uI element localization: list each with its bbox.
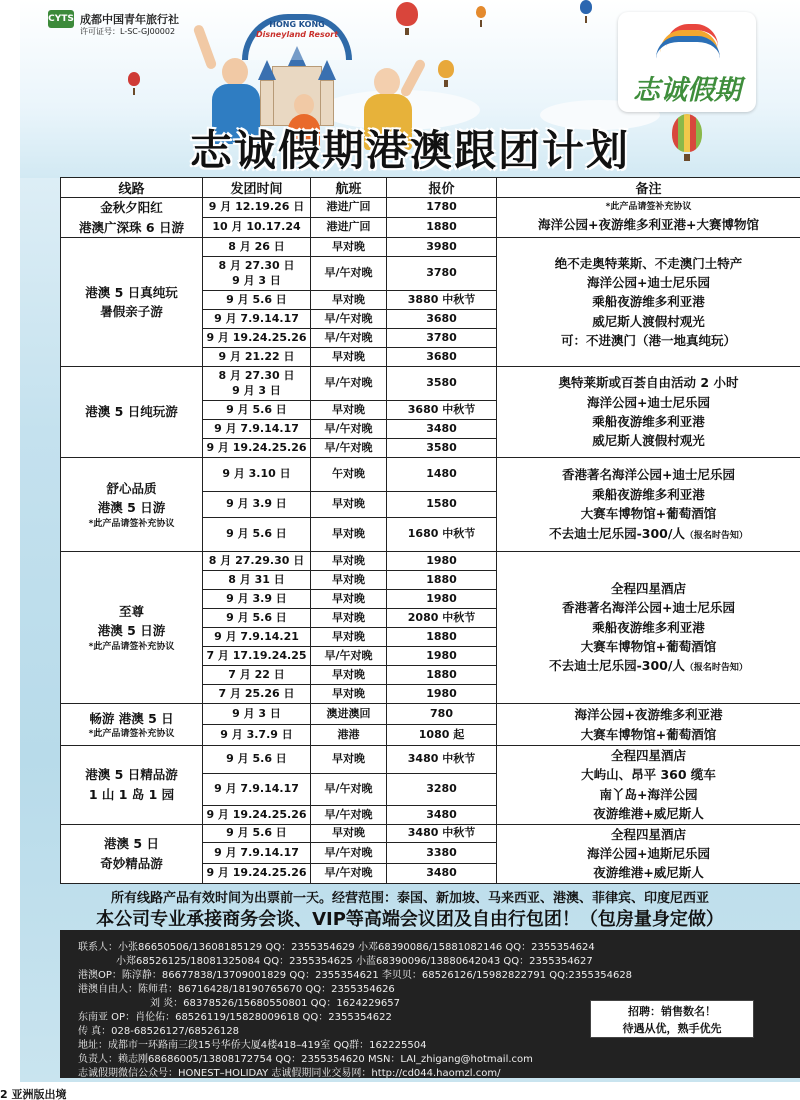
departure-date: 7 月 25.26 日 <box>203 685 311 704</box>
departure-date: 9 月 5.6 日 <box>203 609 311 628</box>
departure-date: 9 月 5.6 日 <box>203 824 311 843</box>
flight-type: 早对晚 <box>311 746 387 774</box>
departure-date: 9 月 21.22 日 <box>203 348 311 367</box>
departure-date: 7 月 22 日 <box>203 666 311 685</box>
flight-type: 港进广回 <box>311 218 387 238</box>
contact-line: 小郑68526125/18081325084 QQ：2355354625 小蓝68390096/13880642043 QQ：2355354627 <box>116 956 593 967</box>
departure-date: 9 月 12.19.26 日 <box>203 198 311 218</box>
price: 1980 <box>387 552 497 571</box>
remarks: 全程四星酒店 香港著名海洋公园+迪士尼乐园 乘船夜游维多利亚港 大赛车博物馆+葡萄酒馆 不去迪士尼乐园-300/人（报名时告知） <box>497 552 800 704</box>
flight-type: 港进广回 <box>311 198 387 218</box>
header-banner <box>20 0 800 178</box>
brand-name: 志诚假期 <box>633 75 741 106</box>
table-row <box>61 746 800 774</box>
price: 3480 <box>387 806 497 824</box>
hiring-line: 待遇从优，熟手优先 <box>622 1022 722 1035</box>
contact-line: 港澳自由人：陈师君：86716428/18190765670 QQ：2355354626 <box>78 984 395 995</box>
flight-type: 早对晚 <box>311 518 387 552</box>
price: 1780 <box>387 198 497 218</box>
contact-line: 地址：成都市一环路南三段15号华侨大厦4楼418–419室 QQ群：162225504 <box>78 1040 427 1051</box>
route-note: *此产品请签补充协议 <box>88 641 175 652</box>
departure-date: 9 月 7.9.14.17 <box>203 773 311 805</box>
departure-date: 9 月 3 日 <box>203 704 311 725</box>
table-row <box>61 238 800 257</box>
price: 3980 <box>387 238 497 257</box>
departure-date: 9 月 7.9.14.17 <box>203 420 311 439</box>
departure-date: 9 月 19.24.25.26 <box>203 863 311 883</box>
departure-date: 9 月 3.10 日 <box>203 458 311 492</box>
price: 1880 <box>387 666 497 685</box>
departure-date: 9 月 19.24.25.26 <box>203 439 311 458</box>
departure-date: 9 月 3.9 日 <box>203 492 311 518</box>
price: 1680 中秋节 <box>387 518 497 552</box>
contact-line: 联系人：小张86650506/13608185129 QQ：2355354629 小邓68390086/15881082146 QQ：2355354624 <box>78 942 595 953</box>
column-header-departure: 发团时间 <box>203 178 311 198</box>
flight-type: 早对晚 <box>311 590 387 609</box>
table-row <box>61 824 800 843</box>
price: 2080 中秋节 <box>387 609 497 628</box>
departure-date: 8 月 27.30 日 9 月 3 日 <box>203 257 311 291</box>
departure-date: 9 月 19.24.25.26 <box>203 806 311 824</box>
route-note: *此产品请签补充协议 <box>88 728 175 739</box>
flight-type: 早对晚 <box>311 666 387 685</box>
page-footer: 2 亚洲版出境 <box>0 1088 67 1100</box>
table-row <box>61 198 800 218</box>
flight-type: 早对晚 <box>311 291 387 310</box>
contact-line: 港澳OP：陈淳静：86677838/13709001829 QQ：2355354621 李贝贝：68526126/15982822791 QQ:2355354628 <box>78 970 633 981</box>
route-name: 至尊 港澳 5 日游 *此产品请签补充协议 <box>61 552 203 704</box>
flight-type: 早对晚 <box>311 492 387 518</box>
price: 3780 <box>387 329 497 348</box>
table-row <box>61 458 800 492</box>
flight-type: 午对晚 <box>311 458 387 492</box>
remarks: 奥特莱斯或百荟自由活动 2 小时 海洋公园+迪士尼乐园 乘船夜游维多利亚港 威尼斯人渡假村观光 <box>497 367 800 458</box>
price: 1080 起 <box>387 725 497 746</box>
contact-info-box <box>60 930 800 1078</box>
remark-note: *此产品请签补充协议 <box>605 201 692 212</box>
contact-line: 东南亚 OP：肖伦佑：68526119/15828009618 QQ：2355354622 <box>78 1012 392 1023</box>
price: 3480 <box>387 863 497 883</box>
flight-type: 早/午对晚 <box>311 329 387 348</box>
departure-date: 9 月 3.9 日 <box>203 590 311 609</box>
route-name: 畅游 港澳 5 日 *此产品请签补充协议 <box>61 704 203 746</box>
flight-type: 早/午对晚 <box>311 367 387 401</box>
flight-type: 早对晚 <box>311 685 387 704</box>
page-title: 志诚假期港澳跟团计划 <box>189 126 630 175</box>
flight-type: 早/午对晚 <box>311 843 387 864</box>
price: 3880 中秋节 <box>387 291 497 310</box>
business-note: 本公司专业承接商务会谈、VIP等高端会议团及自由行包团！（包房量身定做） <box>96 909 724 930</box>
hot-air-balloon-icon <box>396 2 418 26</box>
tour-schedule-table <box>60 177 800 884</box>
flight-type: 澳进澳回 <box>311 704 387 725</box>
price: 1980 <box>387 647 497 666</box>
departure-date: 8 月 31 日 <box>203 571 311 590</box>
remarks: 香港著名海洋公园+迪士尼乐园 乘船夜游维多利亚港 大赛车博物馆+葡萄酒馆 不去迪士尼乐园-300/人（报名时告知） <box>497 458 800 552</box>
flight-type: 早对晚 <box>311 571 387 590</box>
flight-type: 早对晚 <box>311 609 387 628</box>
flight-type: 早对晚 <box>311 628 387 647</box>
flight-type: 早/午对晚 <box>311 257 387 291</box>
departure-date: 7 月 17.19.24.25 <box>203 647 311 666</box>
table-row <box>61 552 800 571</box>
table-header-row <box>61 178 800 198</box>
price: 1580 <box>387 492 497 518</box>
price: 3580 <box>387 439 497 458</box>
column-header-remarks: 备注 <box>497 178 800 198</box>
price: 3580 <box>387 367 497 401</box>
departure-date: 8 月 27.30 日 9 月 3 日 <box>203 367 311 401</box>
hot-air-balloon-icon <box>438 60 454 78</box>
contact-line: 负责人：赖志刚68686005/13808172754 QQ：2355354620 MSN：LAI_zhigang@hotmail.com <box>78 1054 533 1065</box>
validity-note: 所有线路产品有效时间为出票前一天。经营范围：泰国、新加坡、马来西亚、港澳、菲律宾、印度尼西亚 <box>110 891 709 906</box>
contact-line: 志诚假期微信公众号：HONEST–HOLIDAY 志诚假期同业交易网：http://cd044.haomzl.com/ <box>78 1068 501 1079</box>
price: 780 <box>387 704 497 725</box>
contact-line: 刘 炎：68378526/15680550801 QQ：1624229657 <box>150 998 400 1009</box>
route-name: 港澳 5 日 奇妙精品游 <box>61 824 203 883</box>
route-name: 金秋夕阳红 港澳广深珠 6 日游 <box>61 198 203 238</box>
agency-name: 成都中国青年旅行社 <box>80 13 179 26</box>
remarks: *此产品请签补充协议 海洋公园+夜游维多利亚港+大赛博物馆 <box>497 198 800 238</box>
departure-date: 9 月 19.24.25.26 <box>203 329 311 348</box>
price: 1880 <box>387 571 497 590</box>
price: 3480 中秋节 <box>387 746 497 774</box>
flight-type: 早/午对晚 <box>311 806 387 824</box>
flight-type: 早/午对晚 <box>311 310 387 329</box>
route-name: 港澳 5 日真纯玩 暑假亲子游 <box>61 238 203 367</box>
hot-air-balloon-icon <box>476 6 486 18</box>
flight-type: 早/午对晚 <box>311 773 387 805</box>
departure-date: 9 月 7.9.14.21 <box>203 628 311 647</box>
departure-date: 8 月 27.29.30 日 <box>203 552 311 571</box>
price: 1980 <box>387 590 497 609</box>
flight-type: 早对晚 <box>311 348 387 367</box>
table-row <box>61 367 800 401</box>
route-note: *此产品请签补充协议 <box>88 518 175 529</box>
route-name: 港澳 5 日纯玩游 <box>61 367 203 458</box>
departure-date: 9 月 7.9.14.17 <box>203 843 311 864</box>
price: 1880 <box>387 218 497 238</box>
flight-type: 早/午对晚 <box>311 647 387 666</box>
flight-type: 早对晚 <box>311 824 387 843</box>
price: 3280 <box>387 773 497 805</box>
table-row <box>61 704 800 725</box>
price: 3380 <box>387 843 497 864</box>
departure-date: 8 月 26 日 <box>203 238 311 257</box>
hiring-notice <box>590 1000 754 1038</box>
departure-date: 10 月 10.17.24 <box>203 218 311 238</box>
castle-title-disneyland: Disneyland Resort <box>255 30 339 39</box>
departure-date: 9 月 5.6 日 <box>203 746 311 774</box>
license-number: 许可证号：L-SC-GJ00002 <box>80 27 176 36</box>
contact-line: 传 真：028-68526127/68526128 <box>78 1026 240 1037</box>
departure-date: 9 月 5.6 日 <box>203 518 311 552</box>
agency-logo: CYTS <box>48 10 74 28</box>
hot-air-balloon-icon <box>128 72 140 86</box>
column-header-price: 报价 <box>387 178 497 198</box>
castle-title-hong-kong: HONG KONG <box>269 20 325 29</box>
departure-date: 9 月 5.6 日 <box>203 291 311 310</box>
hot-air-balloon-icon <box>580 0 592 14</box>
hiring-line: 招聘：销售数名！ <box>628 1005 716 1018</box>
price: 1480 <box>387 458 497 492</box>
price: 1880 <box>387 628 497 647</box>
remarks: 海洋公园+夜游维多利亚港 大赛车博物馆+葡萄酒馆 <box>497 704 800 746</box>
column-header-route: 线路 <box>61 178 203 198</box>
price: 3780 <box>387 257 497 291</box>
flight-type: 早对晚 <box>311 552 387 571</box>
remarks: 绝不走奥特莱斯、不走澳门土特产 海洋公园+迪士尼乐园 乘船夜游维多利亚港 威尼斯人渡假村观光 可：不进澳门（港一地真纯玩） <box>497 238 800 367</box>
price: 1980 <box>387 685 497 704</box>
price: 3680 中秋节 <box>387 401 497 420</box>
departure-date: 9 月 5.6 日 <box>203 401 311 420</box>
remarks: 全程四星酒店 海洋公园+迪斯尼乐园 夜游维港+威尼斯人 <box>497 824 800 883</box>
route-name: 舒心品质 港澳 5 日游 *此产品请签补充协议 <box>61 458 203 552</box>
brand-logo <box>618 12 756 112</box>
flight-type: 早对晚 <box>311 401 387 420</box>
flight-type: 早/午对晚 <box>311 420 387 439</box>
price: 3680 <box>387 348 497 367</box>
route-name: 港澳 5 日精品游 1 山 1 岛 1 园 <box>61 746 203 825</box>
departure-date: 9 月 3.7.9 日 <box>203 725 311 746</box>
column-header-flight: 航班 <box>311 178 387 198</box>
flyer-page <box>20 0 800 1082</box>
flight-type: 早对晚 <box>311 238 387 257</box>
departure-date: 9 月 7.9.14.17 <box>203 310 311 329</box>
flight-type: 早/午对晚 <box>311 863 387 883</box>
price: 3680 <box>387 310 497 329</box>
remarks: 全程四星酒店 大屿山、昂平 360 缆车 南丫岛+海洋公园 夜游维港+威尼斯人 <box>497 746 800 825</box>
price: 3480 中秋节 <box>387 824 497 843</box>
price: 3480 <box>387 420 497 439</box>
flight-type: 早/午对晚 <box>311 439 387 458</box>
flight-type: 港港 <box>311 725 387 746</box>
